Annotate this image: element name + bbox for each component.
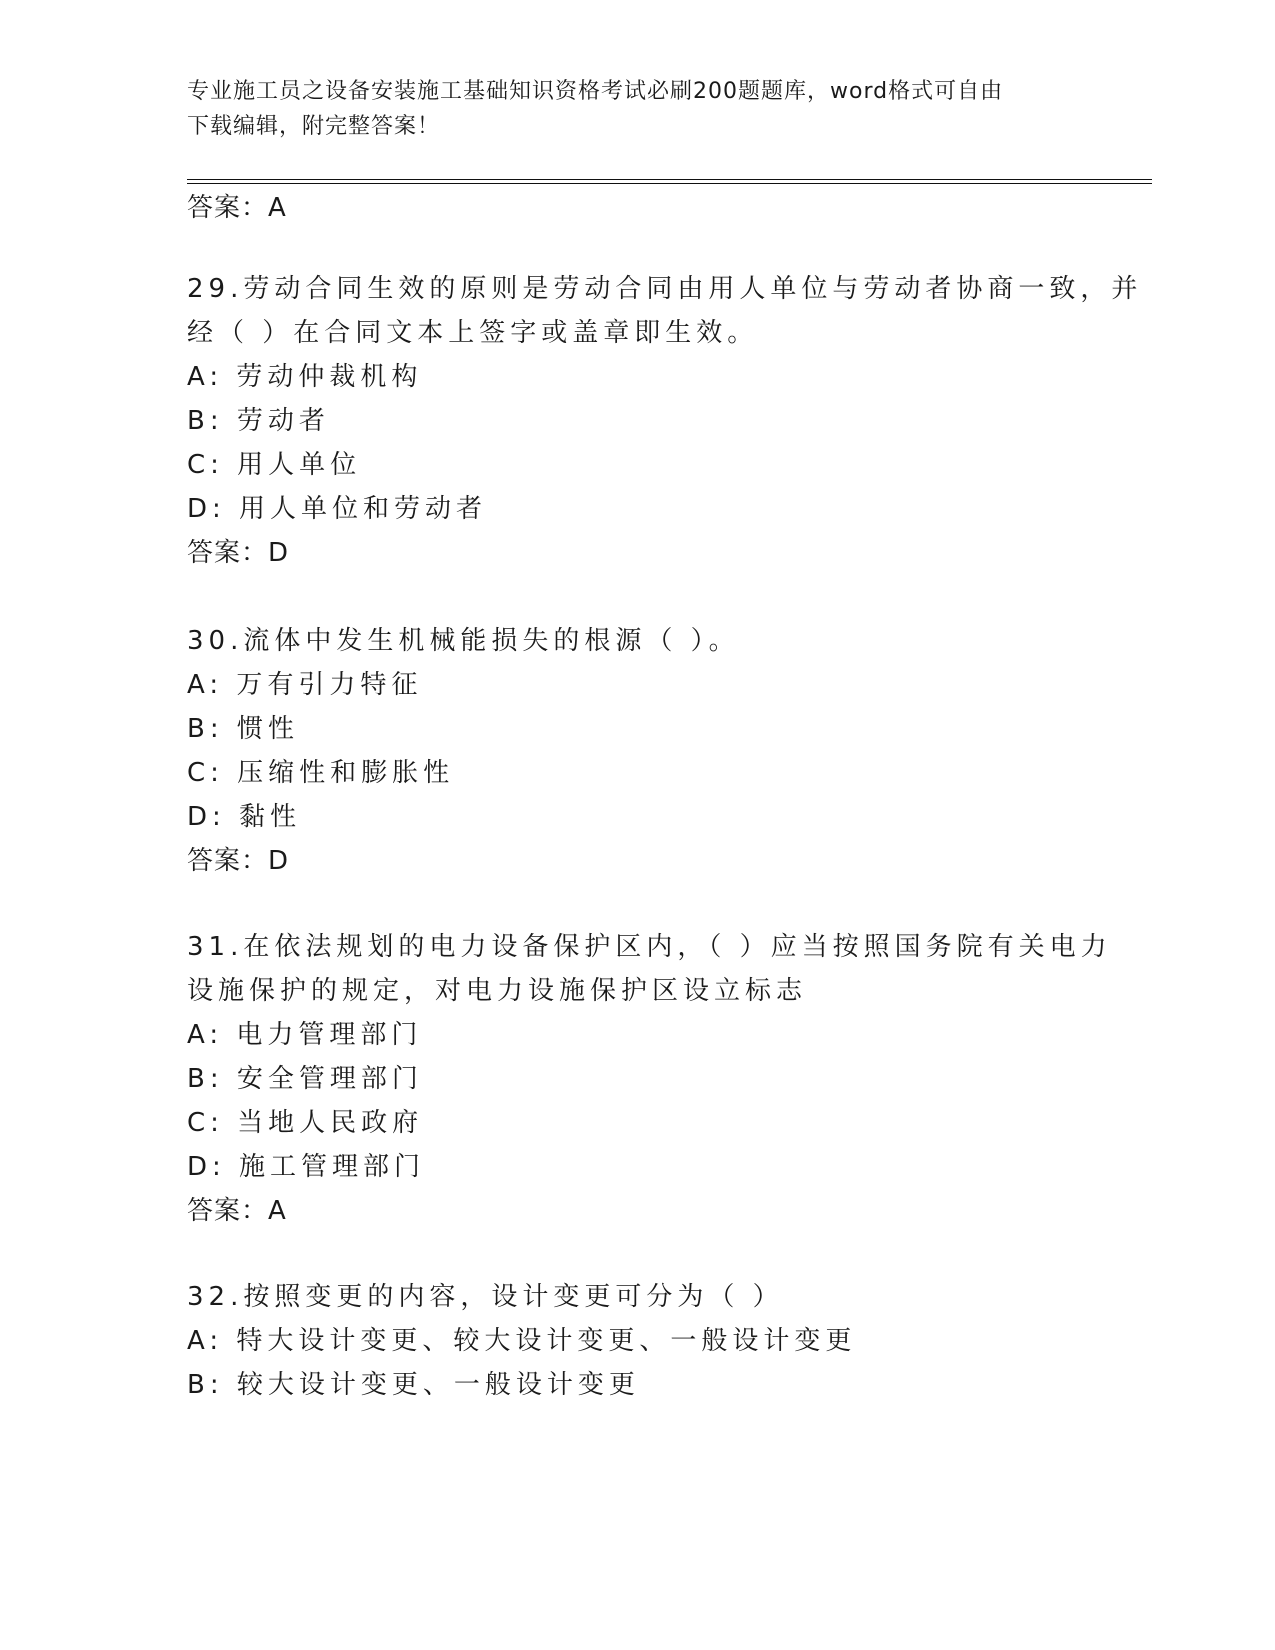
question-31-option-a: A: 电力管理部门: [187, 1020, 423, 1050]
question-29-option-d: D: 用人单位和劳动者: [187, 494, 488, 524]
question-29-answer: 答案：D: [187, 538, 290, 568]
question-30-answer: 答案：D: [187, 846, 290, 876]
question-30-option-d: D: 黏性: [187, 802, 302, 832]
question-29-text-line-2: 经（ ）在合同文本上签字或盖章即生效。: [187, 318, 759, 348]
question-31-option-b: B: 安全管理部门: [187, 1064, 423, 1094]
question-32-text-line-1: 32.按照变更的内容，设计变更可分为（ ）: [187, 1282, 784, 1312]
question-32-option-a: A: 特大设计变更、较大设计变更、一般设计变更: [187, 1326, 857, 1356]
question-30-option-a: A: 万有引力特征: [187, 670, 423, 700]
question-31-text-line-2: 设施保护的规定，对电力设施保护区设立标志: [187, 976, 808, 1006]
question-29-text-line-1: 29.劳动合同生效的原则是劳动合同由用人单位与劳动者协商一致，并: [187, 274, 1143, 304]
question-30-text-line-1: 30.流体中发生机械能损失的根源（ ）。: [187, 626, 740, 656]
header-divider-top: [187, 179, 1152, 180]
question-29-option-c: C: 用人单位: [187, 450, 362, 480]
header-line-1: 专业施工员之设备安装施工基础知识资格考试必刷200题题库，word格式可自由: [187, 79, 1004, 104]
previous-answer: 答案：A: [187, 193, 287, 223]
header-divider-bottom: [187, 183, 1152, 184]
document-header: [187, 74, 1087, 144]
question-31-option-c: C: 当地人民政府: [187, 1108, 424, 1138]
question-32-option-b: B: 较大设计变更、一般设计变更: [187, 1370, 640, 1400]
question-31-option-d: D: 施工管理部门: [187, 1152, 426, 1182]
question-29-option-a: A: 劳动仲裁机构: [187, 362, 423, 392]
header-line-2: 下载编辑，附完整答案！: [187, 114, 441, 139]
question-30-option-c: C: 压缩性和膨胀性: [187, 758, 455, 788]
question-29-option-b: B: 劳动者: [187, 406, 330, 436]
question-31-answer: 答案：A: [187, 1196, 287, 1226]
question-30-option-b: B: 惯性: [187, 714, 299, 744]
question-31-text-line-1: 31.在依法规划的电力设备保护区内，（ ）应当按照国务院有关电力: [187, 932, 1112, 962]
